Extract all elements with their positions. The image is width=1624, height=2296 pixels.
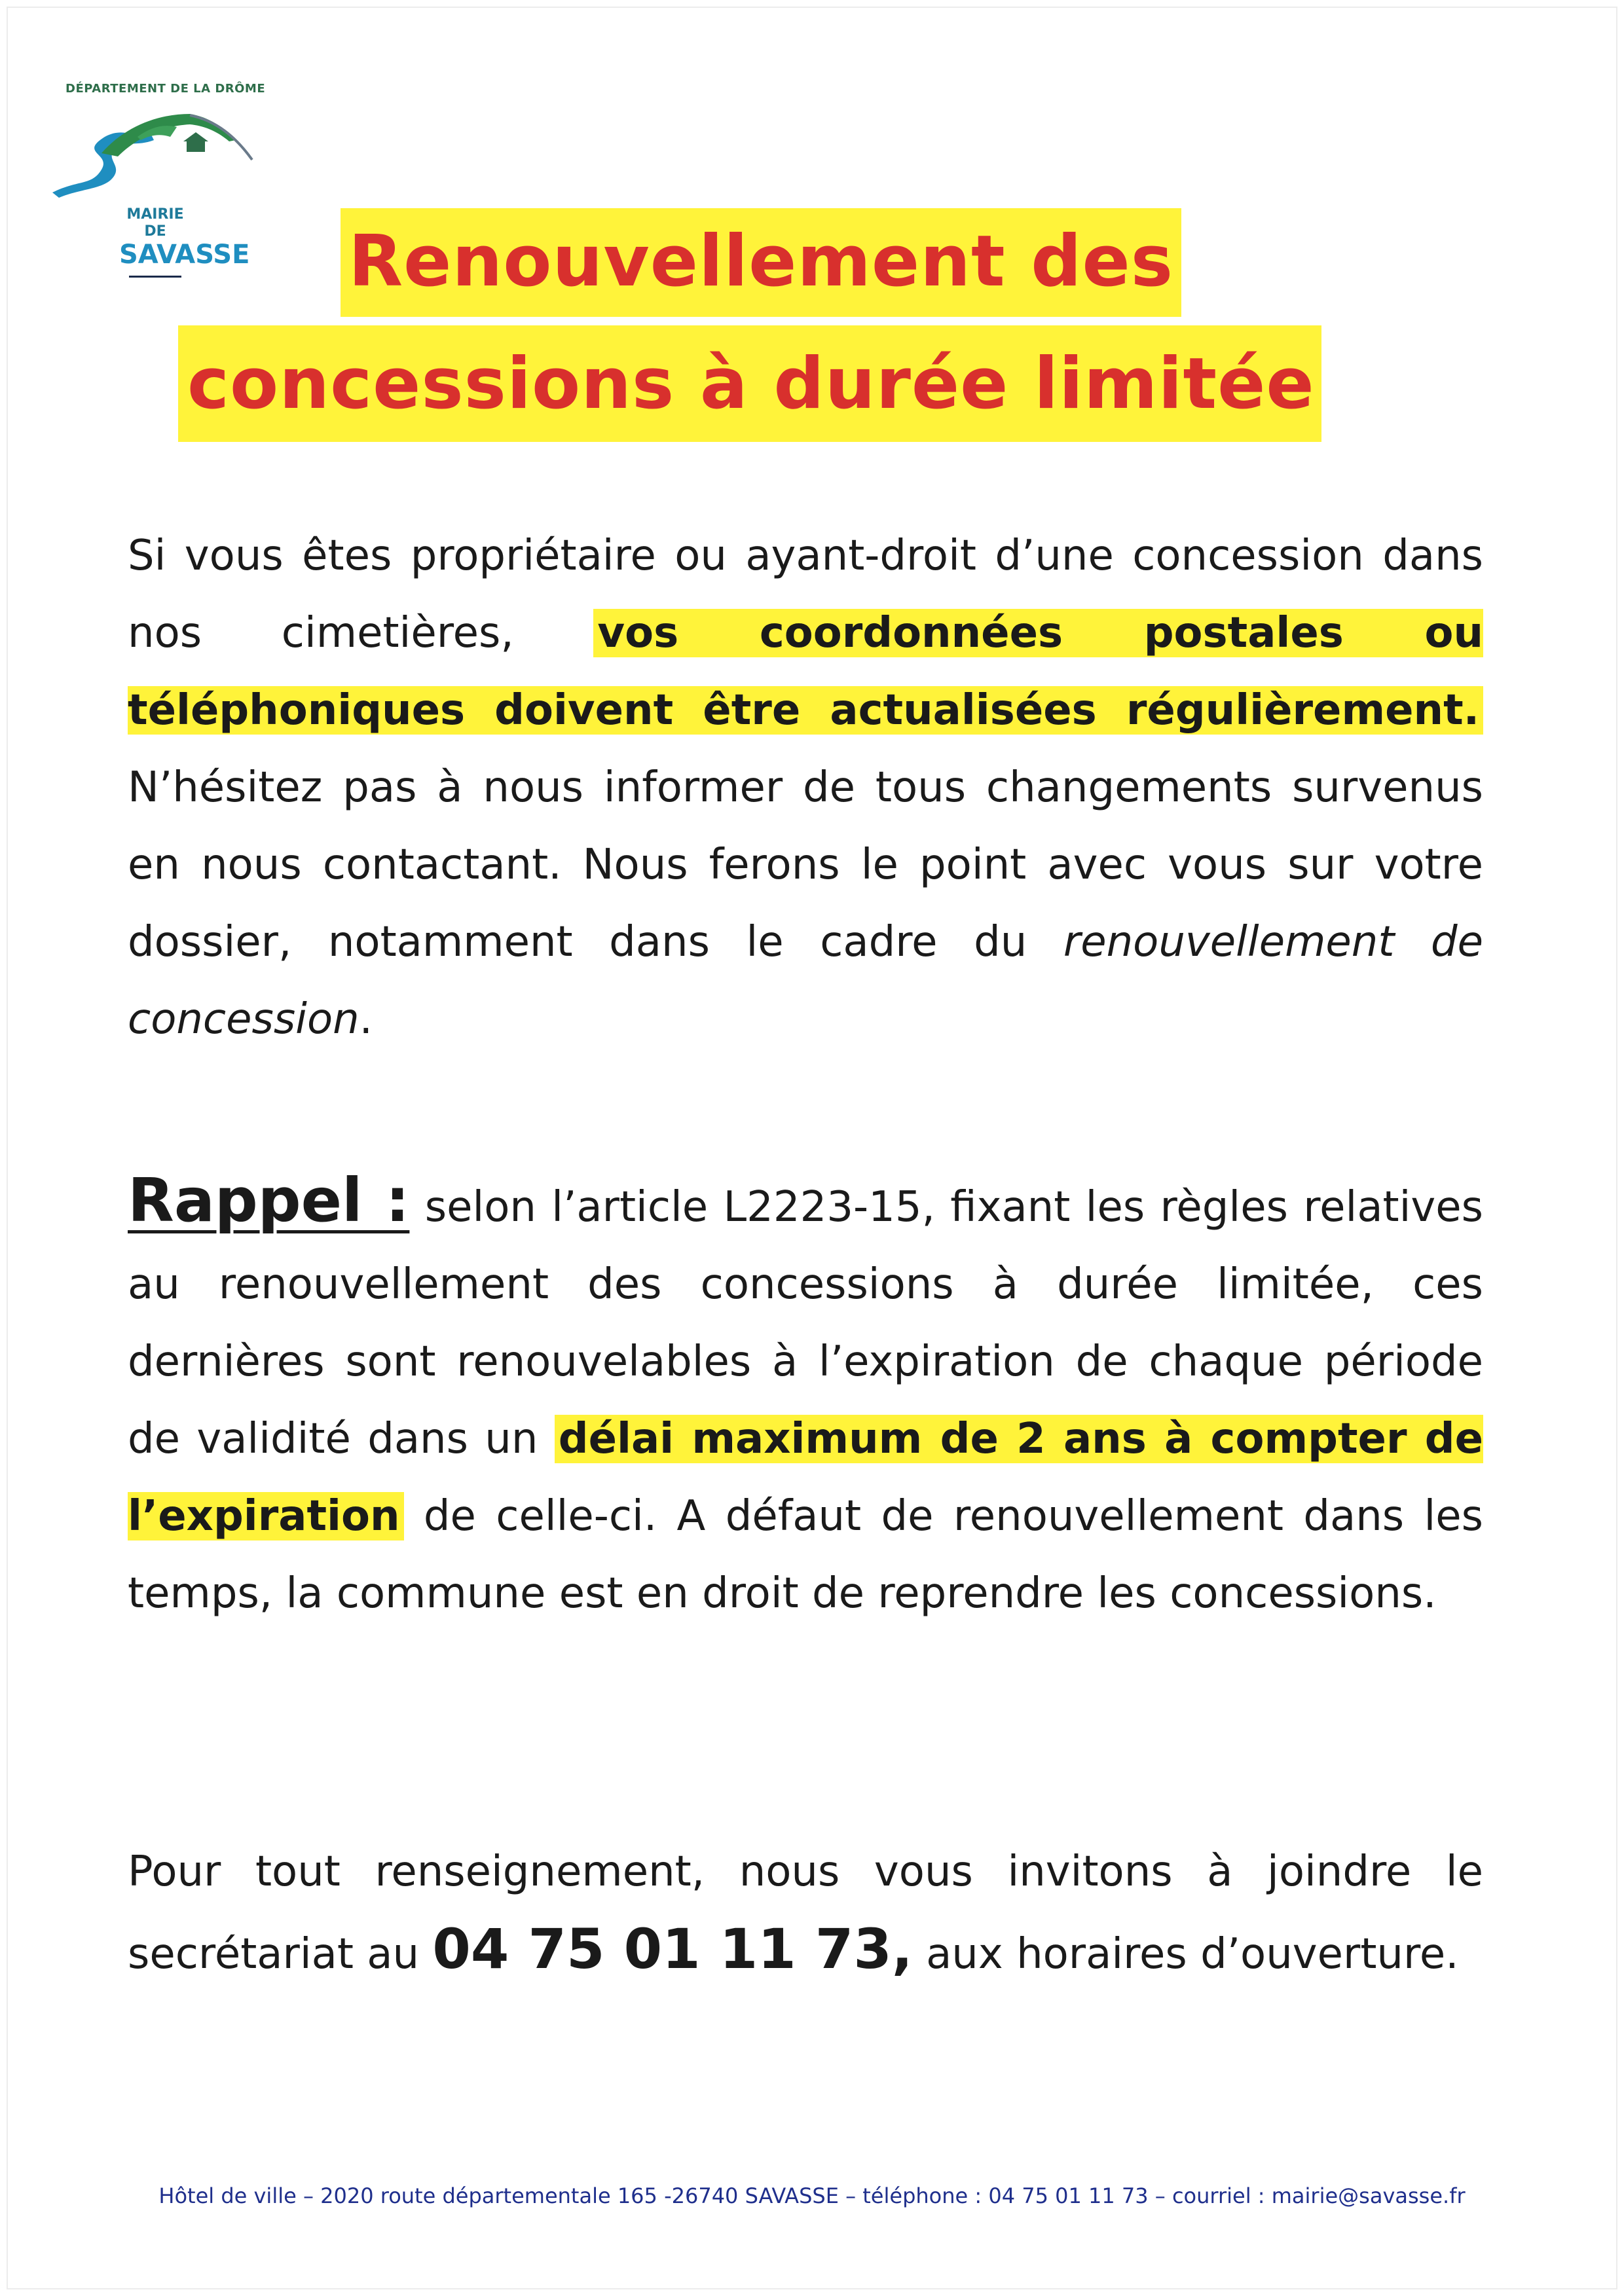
mairie-label [119, 206, 250, 278]
mairie-name: SAVASSE [119, 240, 250, 270]
title-line-1: Renouvellement des [341, 208, 1181, 317]
department-label: DÉPARTEMENT DE LA DRÔME [65, 82, 266, 96]
p2-highlight: délai maximum de 2 ans à compter de l’expiration [128, 1415, 1484, 1540]
p1-end: . [359, 995, 373, 1044]
title-line-2: concessions à durée limitée [178, 325, 1321, 442]
p1-highlight: vos coordonnées postales ou téléphoniques doivent être actualisées régulièrement. [128, 609, 1484, 735]
mairie-line1: MAIRIE [126, 206, 184, 223]
p1-text-2: N’hésitez pas à nous informer de tous changements survenus en nous contactant. Nous ferons le point avec vous sur votre dossier, notamment dans le cadre du [128, 763, 1483, 966]
paragraph-contact [128, 1833, 1483, 1993]
paragraph-rappel [128, 1162, 1483, 1632]
rappel-label: Rappel : [128, 1165, 410, 1235]
p3-text: Pour tout renseignement, nous vous invitons à joindre le secrétariat au [128, 1848, 1483, 1978]
p2-text: selon l’article L2223-15, fixant les règles relatives au renouvellement des concessions à durée limitée, ces dernières sont renouvelables à l’expiration de chaque période de validité dans un [128, 1183, 1484, 1463]
phone-number: 04 75 01 11 73, [432, 1917, 913, 1981]
p1-text: Si vous êtes propriétaire ou ayant-droit d’une concession dans nos cimetières, [128, 532, 1483, 657]
p2-text-2: de celle-ci. A défaut de renouvellement dans les temps, la commune est en droit de reprendre les concessions. [128, 1492, 1483, 1618]
p3-text-2: aux horaires d’ouverture. [912, 1930, 1459, 1978]
footer-address: Hôtel de ville – 2020 route départementale 165 -26740 SAVASSE – téléphone : 04 75 01 11 73 – courriel : mairie@savasse.fr [158, 2183, 1466, 2208]
p1-italic: renouvellement de concession [128, 918, 1484, 1044]
mairie-logo [65, 82, 288, 270]
drome-department-logo-icon [39, 101, 275, 199]
mairie-line2: DE [144, 223, 166, 240]
logo-rule [129, 276, 181, 278]
paragraph-contact-update [128, 517, 1483, 1058]
